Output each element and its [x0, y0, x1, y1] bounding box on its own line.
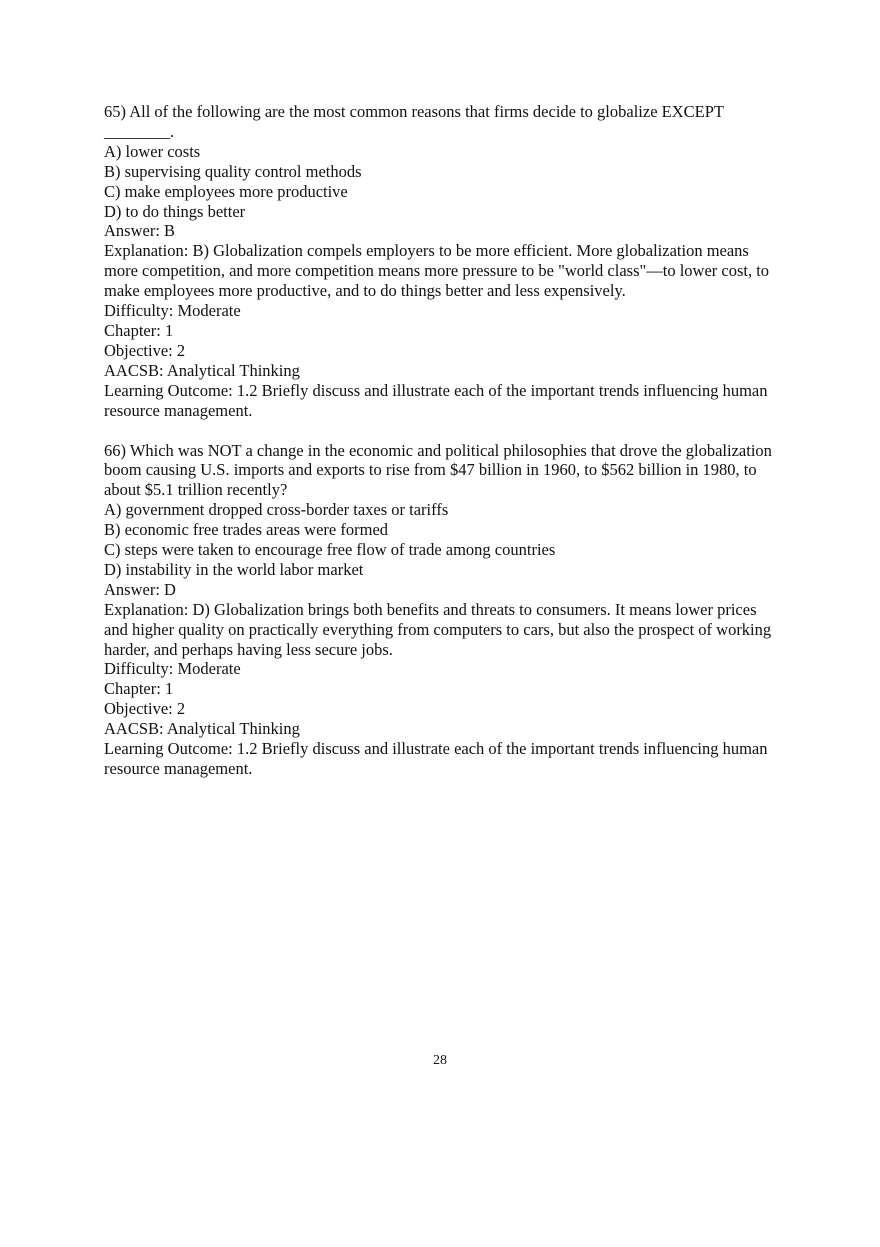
- objective: Objective: 2: [104, 699, 186, 719]
- difficulty: Difficulty: Moderate: [104, 659, 241, 679]
- chapter: Chapter: 1: [104, 320, 174, 340]
- question-65: [104, 102, 774, 421]
- page-number: 28: [433, 1053, 447, 1068]
- objective: Objective: 2: [104, 340, 186, 360]
- option-a: A) lower costs: [104, 141, 201, 161]
- explanation: Explanation: D) Globalization brings both benefits and threats to consumers. It means lower prices and higher quality on practically everything from computers to cars, but also the prospect of working harder, and perhaps having less secure jobs.: [104, 599, 772, 659]
- question-66: [104, 441, 774, 779]
- option-c: C) make employees more productive: [104, 181, 348, 201]
- option-c: C) steps were taken to encourage free flow of trade among countries: [104, 540, 556, 560]
- aacsb: AACSB: Analytical Thinking: [104, 360, 300, 380]
- answer: Answer: D: [104, 579, 176, 599]
- document-body: [104, 102, 774, 779]
- option-d: D) instability in the world labor market: [104, 559, 364, 579]
- aacsb: AACSB: Analytical Thinking: [104, 719, 300, 739]
- option-d: D) to do things better: [104, 201, 246, 221]
- learning-outcome: Learning Outcome: 1.2 Briefly discuss and illustrate each of the important trends influencing human resource management.: [104, 380, 768, 420]
- question-stem: 65) All of the following are the most common reasons that firms decide to globalize EXCEPT ________.: [104, 102, 724, 141]
- difficulty: Difficulty: Moderate: [104, 301, 241, 321]
- option-a: A) government dropped cross-border taxes or tariffs: [104, 500, 449, 520]
- answer: Answer: B: [104, 221, 176, 241]
- learning-outcome: Learning Outcome: 1.2 Briefly discuss and illustrate each of the important trends influencing human resource management.: [104, 739, 768, 778]
- explanation: Explanation: B) Globalization compels employers to be more efficient. More globalization means more competition, and more competition means more pressure to be "world class"—to lower cost, to make employees more productive, and to do things better and less expensively.: [104, 241, 770, 301]
- option-b: B) supervising quality control methods: [104, 161, 362, 181]
- option-b: B) economic free trades areas were formed: [104, 520, 389, 540]
- question-stem: 66) Which was NOT a change in the economic and political philosophies that drove the globalization boom causing U.S. imports and exports to rise from $47 billion in 1960, to $562 billion in 1980, to about $5.1 trillion recently?: [104, 440, 772, 500]
- chapter: Chapter: 1: [104, 679, 174, 699]
